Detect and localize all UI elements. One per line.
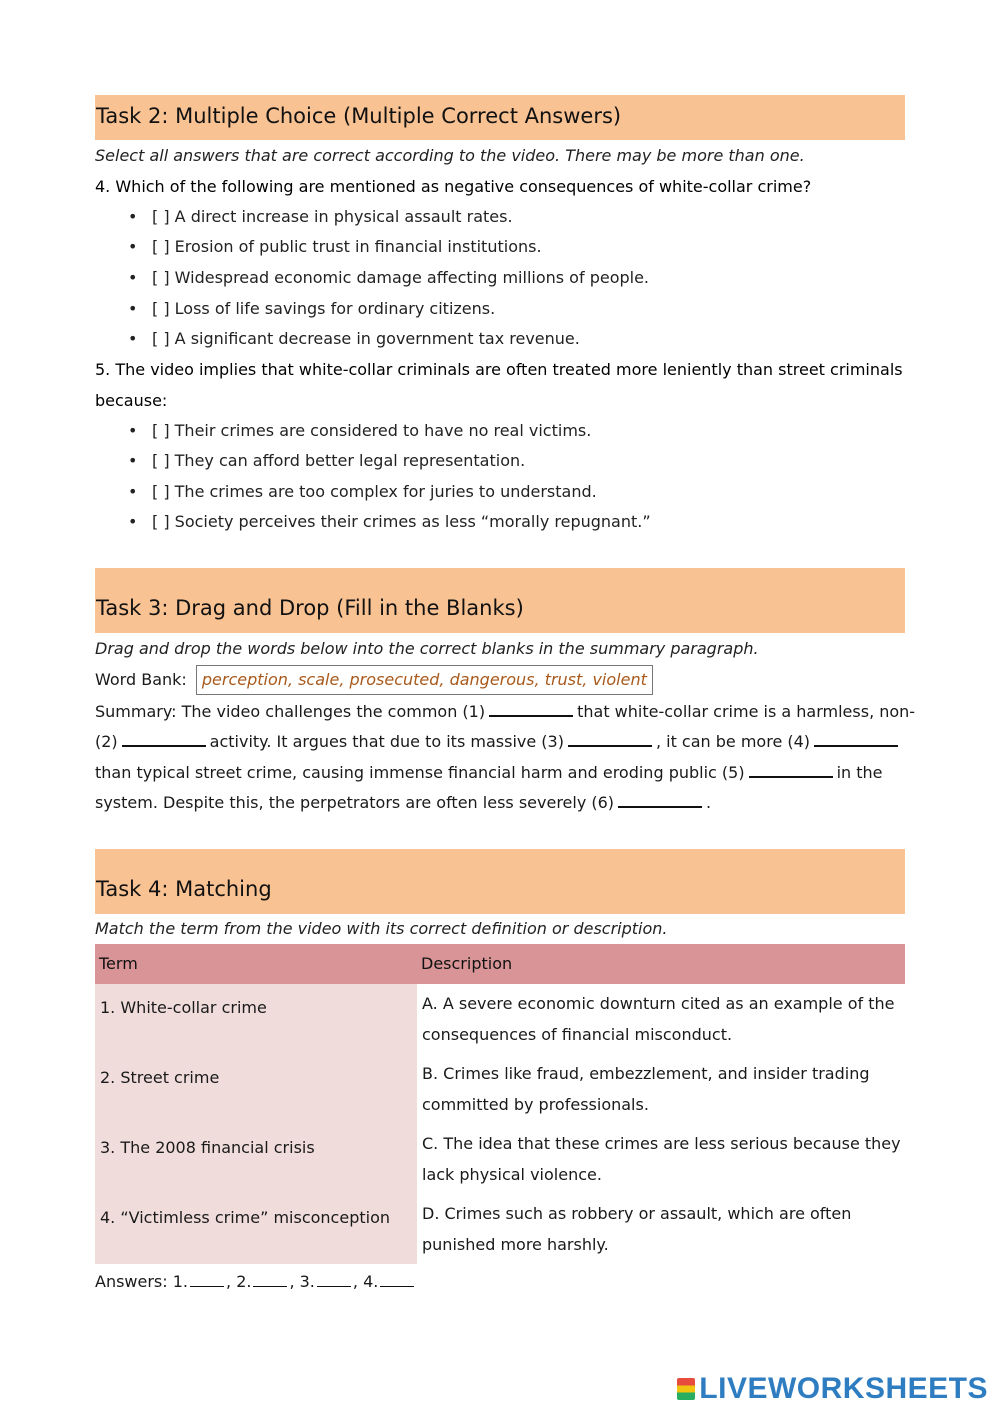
summary-line-4 <box>95 792 711 814</box>
term-cell: 1. White-collar crime <box>95 984 417 1054</box>
option-label: [ ] Society perceives their crimes as less “morally repugnant.” <box>152 512 651 531</box>
answer-prefix: 1. <box>172 1272 189 1291</box>
answers-line <box>95 1271 416 1293</box>
matching-table <box>95 944 905 1264</box>
option-label: [ ] A significant decrease in government tax revenue. <box>152 329 580 348</box>
blank-1[interactable] <box>489 701 573 717</box>
logo-text: LIVEWORKSHEETS <box>699 1372 988 1405</box>
word-bank <box>95 665 653 695</box>
task3-heading: Task 3: Drag and Drop (Fill in the Blanks) <box>95 568 905 633</box>
answer-blank-3[interactable] <box>317 1274 351 1287</box>
summary-text: that white-collar crime is a harmless, non- <box>577 702 916 721</box>
task4-instructions: Match the term from the video with its correct definition or description. <box>95 919 668 938</box>
term-cell: 4. “Victimless crime” misconception <box>95 1194 417 1264</box>
blank-3[interactable] <box>568 731 652 747</box>
header-term: Term <box>99 954 138 973</box>
answer-prefix: , 4. <box>352 1272 379 1291</box>
table-row <box>95 1054 905 1124</box>
summary-text: The video challenges the common (1) <box>181 702 486 721</box>
option-label: [ ] Widespread economic damage affecting millions of people. <box>152 268 650 287</box>
blank-4[interactable] <box>814 731 898 747</box>
word-bank-label: Word Bank: <box>95 670 187 689</box>
summary-text: than typical street crime, causing immense financial harm and eroding public (5) <box>95 763 745 782</box>
option-label: [ ] A direct increase in physical assault rates. <box>152 207 513 226</box>
option-label: [ ] Their crimes are considered to have no real victims. <box>152 421 592 440</box>
summary-text: in the <box>836 763 883 782</box>
description-cell: C. The idea that these crimes are less serious because they lack physical violence. <box>422 1134 901 1184</box>
q4-option-4[interactable]: • [ ] Loss of life savings for ordinary citizens. <box>128 299 496 318</box>
answer-prefix: , 3. <box>289 1272 315 1291</box>
header-description: Description <box>421 954 513 973</box>
summary-text: . <box>706 793 712 812</box>
table-header <box>95 944 905 984</box>
answer-blank-2[interactable] <box>253 1274 287 1287</box>
option-label: [ ] They can afford better legal representation. <box>152 451 526 470</box>
answer-blank-1[interactable] <box>190 1274 224 1287</box>
summary-text: (2) <box>95 732 118 751</box>
question-5-line2: because: <box>95 391 168 410</box>
question-5-line1: 5. The video implies that white-collar criminals are often treated more leniently than street criminals <box>95 360 903 379</box>
q4-option-5[interactable]: • [ ] A significant decrease in government tax revenue. <box>128 329 580 348</box>
summary-text: , it can be more (4) <box>655 732 811 751</box>
table-row <box>95 1124 905 1194</box>
liveworksheets-logo[interactable] <box>677 1372 988 1406</box>
q5-option-1[interactable]: • [ ] Their crimes are considered to have no real victims. <box>128 421 592 440</box>
summary-label: Summary: <box>95 702 177 721</box>
blank-6[interactable] <box>618 792 702 808</box>
table-row <box>95 984 905 1054</box>
summary-line-3 <box>95 762 883 784</box>
description-cell: B. Crimes like fraud, embezzlement, and insider trading committed by professionals. <box>422 1064 870 1114</box>
option-label: [ ] The crimes are too complex for juries to understand. <box>152 482 597 501</box>
q5-option-3[interactable]: • [ ] The crimes are too complex for juries to understand. <box>128 482 597 501</box>
blank-5[interactable] <box>749 762 833 778</box>
answers-label: Answers: <box>95 1272 168 1291</box>
q5-option-4[interactable]: • [ ] Society perceives their crimes as less “morally repugnant.” <box>128 512 651 531</box>
answer-prefix: , 2. <box>226 1272 252 1291</box>
q5-option-2[interactable]: • [ ] They can afford better legal representation. <box>128 451 526 470</box>
description-cell: A. A severe economic downturn cited as an example of the consequences of financial misconduct. <box>422 994 895 1044</box>
task3-instructions: Drag and drop the words below into the correct blanks in the summary paragraph. <box>95 639 759 658</box>
blank-2[interactable] <box>122 731 206 747</box>
question-4: 4. Which of the following are mentioned as negative consequences of white-collar crime? <box>95 177 812 196</box>
term-cell: 3. The 2008 financial crisis <box>95 1124 417 1194</box>
logo-mark-icon <box>677 1378 695 1400</box>
q4-option-3[interactable]: • [ ] Widespread economic damage affecting millions of people. <box>128 268 650 287</box>
summary-line-1 <box>95 701 915 723</box>
option-label: [ ] Loss of life savings for ordinary citizens. <box>152 299 496 318</box>
summary-line-2 <box>95 731 902 753</box>
description-cell: D. Crimes such as robbery or assault, which are often punished more harshly. <box>422 1204 852 1254</box>
summary-text: system. Despite this, the perpetrators are often less severely (6) <box>95 793 615 812</box>
task2-heading: Task 2: Multiple Choice (Multiple Correct Answers) <box>95 95 905 140</box>
answer-blank-4[interactable] <box>380 1274 414 1287</box>
task2-instructions: Select all answers that are correct according to the video. There may be more than one. <box>95 146 805 165</box>
term-cell: 2. Street crime <box>95 1054 417 1124</box>
q4-option-1[interactable]: • [ ] A direct increase in physical assault rates. <box>128 207 513 226</box>
option-label: [ ] Erosion of public trust in financial institutions. <box>152 237 542 256</box>
word-bank-words[interactable]: perception, scale, prosecuted, dangerous, trust, violent <box>196 665 653 695</box>
task4-heading: Task 4: Matching <box>95 849 905 914</box>
table-row <box>95 1194 905 1264</box>
q4-option-2[interactable]: • [ ] Erosion of public trust in financial institutions. <box>128 237 542 256</box>
summary-text: activity. It argues that due to its massive (3) <box>209 732 564 751</box>
